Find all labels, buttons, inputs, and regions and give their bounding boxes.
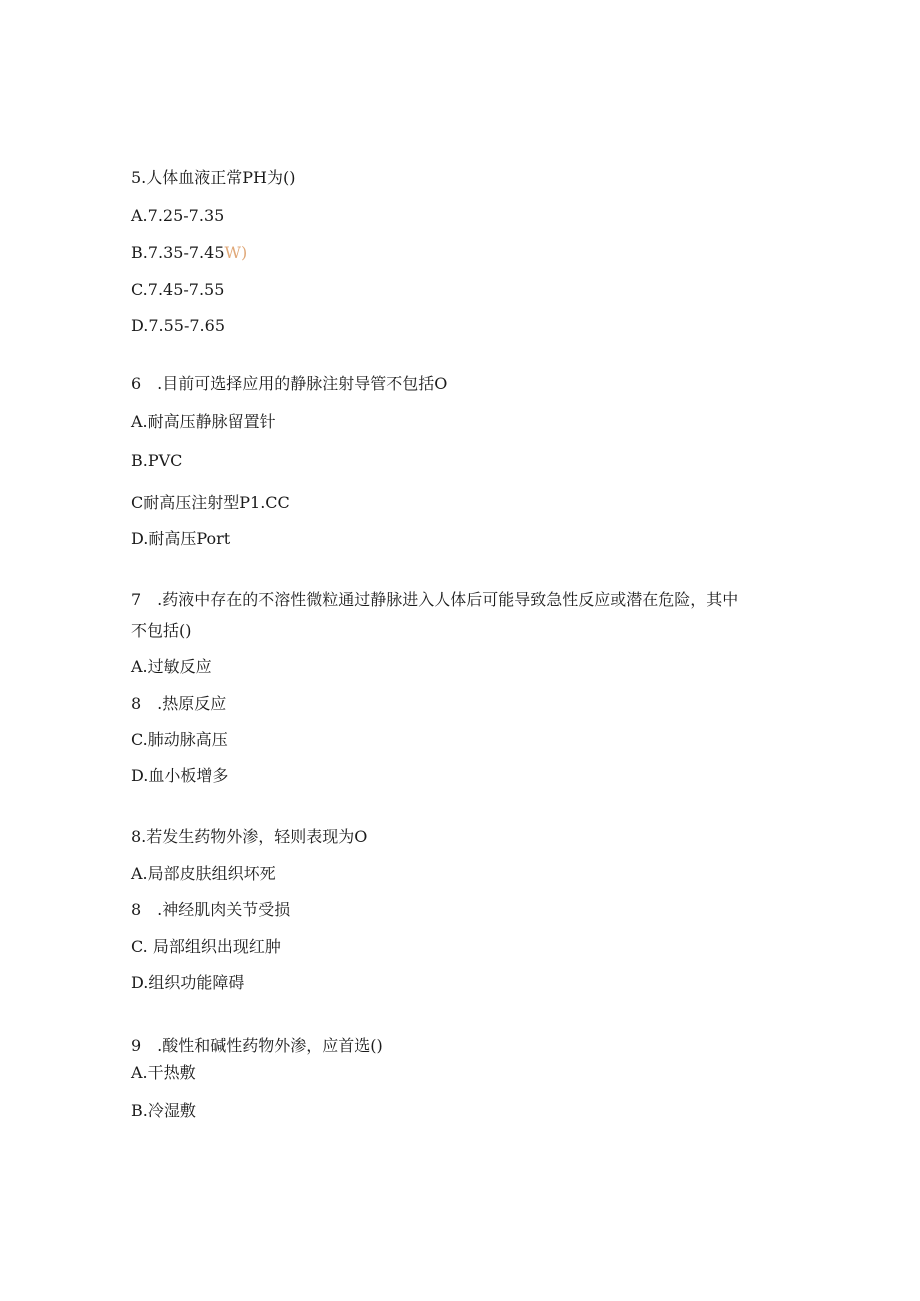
question-8-option-a: A.局部皮肤组织坏死 xyxy=(131,864,276,883)
question-8-option-b: 8 .神经肌肉关节受损 xyxy=(131,900,291,919)
question-7-option-a: A.过敏反应 xyxy=(131,657,212,676)
question-5-option-c: C.7.45-7.55 xyxy=(131,280,225,299)
question-8-option-d: D.组织功能障碍 xyxy=(131,973,245,992)
question-5-option-a: A.7.25-7.35 xyxy=(131,206,225,225)
question-6-option-c: C耐高压注射型P1.CC xyxy=(131,493,290,512)
question-5-option-b xyxy=(131,243,247,263)
option-text: B.7.35-7.45 xyxy=(131,243,225,262)
question-8-option-c: C. 局部组织出现红肿 xyxy=(131,937,281,956)
question-9-option-a: A.干热敷 xyxy=(131,1063,196,1082)
question-5-option-d: D.7.55-7.65 xyxy=(131,316,225,335)
question-6-stem: 6 .目前可选择应用的静脉注射导管不包括O xyxy=(131,374,448,393)
question-7-stem: 7 .药液中存在的不溶性微粒通过静脉进入人体后可能导致急性反应或潜在危险，其中 xyxy=(131,590,739,609)
question-5-stem: 5.人体血液正常PH为() xyxy=(131,168,296,187)
question-6-option-d: D.耐高压Port xyxy=(131,529,231,548)
question-7-option-d: D.血小板增多 xyxy=(131,766,229,785)
question-6-option-b: B.PVC xyxy=(131,451,183,470)
question-7-option-b: 8 .热原反应 xyxy=(131,694,227,713)
question-8-stem: 8.若发生药物外渗，轻则表现为O xyxy=(131,827,368,846)
question-7-stem-cont: 不包括() xyxy=(131,621,192,640)
question-6-option-a: A.耐高压静脉留置针 xyxy=(131,412,276,431)
question-9-option-b: B.冷湿敷 xyxy=(131,1101,196,1120)
handwritten-mark: W) xyxy=(224,243,248,262)
question-7-option-c: C.肺动脉高压 xyxy=(131,730,228,749)
question-9-stem: 9 .酸性和碱性药物外渗，应首选() xyxy=(131,1036,383,1055)
